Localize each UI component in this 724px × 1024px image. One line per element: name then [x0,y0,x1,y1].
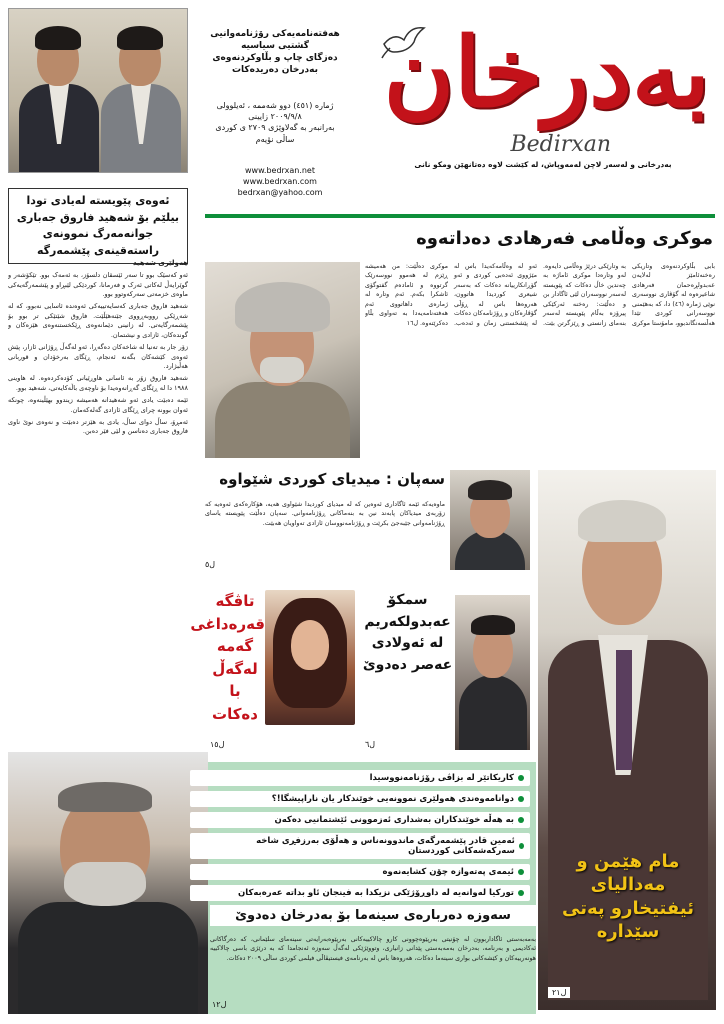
left-headline[interactable]: ئەوەی پێویستە لەیادی تودا بیلێم بۆ شەهید فاروق جەباری جوانەمەرگ نموونەی راستەقینەی پێشمەرگە [8,188,188,264]
bottom-photo [8,752,208,1014]
publisher-info: هەفتەنامەیەکی رۆژنامەوانیی گشتیی سیاسیە دەزگای چاپ و بڵاوکردنەوەی بەدرخان دەریدەکات [210,29,340,76]
cinema-article-text: بەمەبەستی ئاگاداربوون لە چۆنیتی بەرپێوەچوونی کارو چالاکییەکانی بەرپێوەبەرایەتی سینەمای سلێمانی، کە دەرگاکانی ئەکادیمی و بەرنامە، بەدرخان بەمەبەستی پێدانی زانیاری، وتووێژێکی لەگەڵ سەوزە ئەنجامدا کە بە درێژی باسی چالاکییە هونەرییەکان و کێشەکانی بواری سینەما دەکات، هەروەها باس لە بەرنامەی فیستیڤاڵی فیلمی کوردی ساڵی ٢٠٠٩ دەکات. [210,936,536,962]
list-item[interactable]: تورکیا لەوانەیە لە داوڕۆژێکی نزیکدا بە فینجان ئاو بداتە عەرەبەکان [190,885,530,901]
sepan-article-text: ماوەیەکە ئێمە ئاگاداری ئەوەین کە لە میدیای کوردیدا شێواوی هەیە، هۆکارەکەی ئەوەیە کە زۆربەی میدیاکان پابەند نین بە بنەماکانی ڕۆژنامەوانی. سەپان دەڵێت پێویستە یاسای ڕۆژنامەوانی جێبەجێ بکرێت و ڕۆژنامەنووسان ئازادی تەواویان هەبێت. [205,501,445,527]
woman-photo [265,590,355,725]
list-item[interactable]: بە هەڵە خوێندکاران بەشداری ئەزموونی ئێشتمانیی دەکەن [190,812,530,828]
website-link[interactable]: www.bedrxan.com [243,176,317,186]
header-photo [8,8,188,173]
person-figure [19,22,99,172]
bullet-icon [518,796,524,802]
main-story-photo [205,262,360,458]
masthead-latin: Bedirxan [510,132,611,157]
person-figure [101,22,181,172]
masthead [370,10,716,190]
bullet-icon [518,869,524,875]
left-article-body: هەولێری شەهید ئەو کەسێک بوو تا سەر ئێسقان دلسۆز، بە ئەمەک بوو. تێکۆشەر و گوێرایەڵ لەکاتی ئەرک و فەرمانا، کوردێکی لێبڕاو و پێشمەرگەیەکی ماوەی خزمەتی سەرکەوتوو بوو. شەهید فاروق جەباری کەسایەتییەکی ئەوەندە ئاسایی نەبوو، کە لە شەڕێکی رووبەڕووی جێنەهێڵێت. فاروق شێتێکی تر بوو بۆ پێشمەرگایەتی. لە زانینی دێمانەوەی ڕێکخستنەوەی هێزەکان و گوندەکان، ئازادی و نیشتمان. زۆر جار بە تەنیا لە شاخەکان دەگەڕا، ئەو لەگەڵ ڕۆژانی ئازار، پێش ئەوەی کێشەکان بگەنە ئەنجام، ڕێگای بەرخۆدان و قوربانی هەڵبژارد. شەهید فاروق زۆر بە ئاسانی هاوڕێیانی کۆدەکردەوە. لە هاوینی ١٩٨٨ دا لە ڕێگای گەڕانەوەیدا بۆ ناوچەی باڵەکایەتی، شەهید بوو. ئێمە دەبێت یادی ئەو شەهیدانە هەمیشە زیندوو بهێڵینەوە، چونکە ئەوان بوونە چرای ڕێگای ئازادی گەلەکەمان. ئەمڕۆ، ساڵ دوای ساڵ، یادی بە هێزتر دەبێت و نەوەی نوێ ناوی فاروق جەباری دەناسن و لێی فێر دەبن. [8,259,188,436]
website-link[interactable]: www.bedrxan.net [245,166,315,175]
list-item[interactable]: ئەمین قادر پێشمەرگەی ماندوونەناس و هەڵۆی بەرزفڕی شاخە سەرکەشەکانی کوردستان [190,833,530,859]
headline-list [190,770,530,906]
article-subhead: هەولێری شەهید [132,259,188,267]
page-ref: ل١٢ [212,1000,227,1009]
issue-info: ژمارە (٤٥١) دوو شەممە ، ئەیلوولی ٢٠٠٩/٩/٨ زایینی بەرانبەر بە گەلاوێژی ٢٧٠٩ ی کوردی ساڵی نۆیەم [215,101,335,144]
bullet-icon [519,843,524,849]
list-item[interactable]: ئیمەی پەتەوازە چۆن کشایەنەوە [190,864,530,880]
bullet-icon [518,817,524,823]
sepan-photo [450,470,530,570]
page-ref: ل٦ [365,740,376,749]
page-ref: ل١٥ [210,740,225,749]
page-ref: ل٥ [205,560,216,569]
main-headline[interactable]: موکری وەڵامی فەرهادی دەداتەوە [416,228,713,249]
right-feature-headline[interactable]: مام هێمن و مەدالیای ئیفتیخارو پەتی سێدارە [562,851,694,943]
web-links [220,166,340,198]
email-link[interactable]: bedrxan@yahoo.com [237,187,323,197]
right-feature-photo [538,470,716,1010]
bullet-icon [518,890,524,896]
cinema-headline[interactable]: سەوزە دەربارەی سینەما بۆ بەدرخان دەدوێ [210,905,536,926]
section-divider [205,214,715,218]
list-item[interactable]: کاریکاتێر لە بزاڤی رۆژنامەنووسیدا [190,770,530,786]
main-article-text: بابی بڵاوکردنەوەی وتاریکی رەخنەئامێز لەلایەن عەبدولڕەحمان فەرهادی شاعیرەوە لە گۆڤاری نووسەری نوێی ژمارە (٤٦) دا، کە بەهێمنی نووسەرانی کوردی تێدا هەڵسەنگاندبوو، مامۆستا موکری بە وتارێکی درێژ وەڵامی دایەوە. لەو وتارەدا موکری ئاماژە بە چەندین خاڵ دەکات کە پێویستە لەسەر نووسەران لێی ئاگادار بن و دەڵێت: رەخنە ئەرکێکی پیرۆزە بەڵام پێویستە لەسەر بنەمای زانستی و ڕێزگرتن بێت. ئەو لە وەڵامەکەیدا باس لە مێژووی ئەدەبی کوردی و ئەو گۆڕانکارییانە دەکات کە بەسەر شیعری کوردیدا هاتوون، هەروەها باس لە ڕۆڵی گۆڤارەکان و ڕۆژنامەکان دەکات لە پێشخستنی زمان و ئەدەب. موکری دەڵێت: من هەمیشە ڕێزم لە هەموو نووسەرێک گرتووە و ئامادەم گفتوگۆی ئاشکرا بکەم. ئەم وتارە لە ژمارەی داهاتووی ئەم هەفتەنامەیەدا بە تەواوی بڵاو دەکرێتەوە. ل١٦ [365,263,715,327]
page-ref: ل٢١ [548,987,570,998]
singer-headline[interactable]: سمکۆ عەبدولکەریم لە ئەولادی عەصر دەدوێ [362,592,453,674]
singer-photo [455,595,530,750]
sepan-headline[interactable]: سەپان : میدیای کوردی شێواوە [219,470,445,488]
bullet-icon [518,775,524,781]
masthead-title: بەدرخان [383,16,710,129]
list-item[interactable]: دوانامەوەندی هەولێری نموونەیی خوێندکار یان ناراپیشگا!؟ [190,791,530,807]
masthead-slogan: بەدرخانی و لەسەر لاچن لەمەوپاش، لە کێشت لاوە دەتانهێن ومکو نانی [414,160,672,169]
woman-headline[interactable]: تاڤگە قەرەداغی گەمە لەگەڵ با دەکات [190,592,265,723]
